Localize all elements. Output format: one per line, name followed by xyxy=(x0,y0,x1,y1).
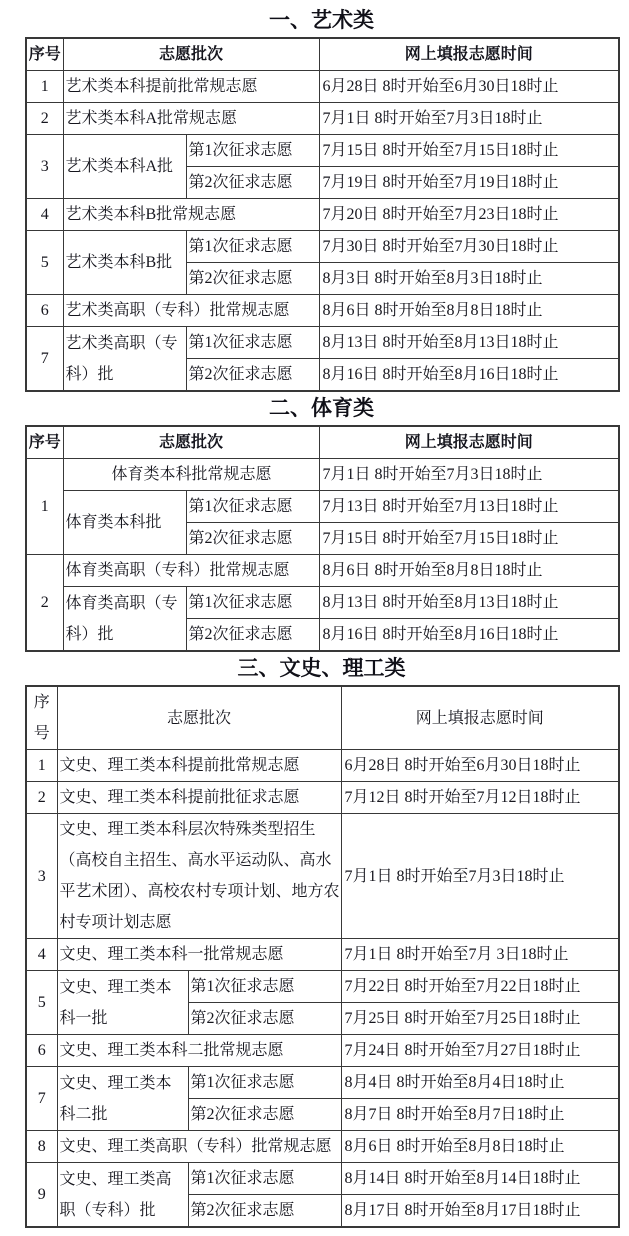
seq-cell: 7 xyxy=(26,327,63,392)
table-row xyxy=(26,814,619,939)
col-header-seq: 序号 xyxy=(26,38,63,71)
col-header-batch: 志愿批次 xyxy=(63,38,319,71)
sub-batch-cell: 第1次征求志愿 xyxy=(186,231,319,263)
time-cell: 8月6日 8时开始至8月8日18时止 xyxy=(319,295,619,327)
seq-cell: 4 xyxy=(26,199,63,231)
seq-cell: 1 xyxy=(26,71,63,103)
sub-batch-cell: 第1次征求志愿 xyxy=(186,491,319,523)
seq-cell: 6 xyxy=(26,295,63,327)
sub-batch-cell: 第1次征求志愿 xyxy=(188,1163,341,1195)
col-header-batch: 志愿批次 xyxy=(57,686,341,750)
time-cell: 8月6日 8时开始至8月8日18时止 xyxy=(341,1131,619,1163)
time-cell: 7月25日 8时开始至7月25日18时止 xyxy=(341,1003,619,1035)
time-cell: 7月1日 8时开始至7月3日18时止 xyxy=(341,814,619,939)
table-row xyxy=(26,939,619,971)
section-title-liberal: 三、文史、理工类 xyxy=(237,656,406,680)
batch-cell: 艺术类本科B批常规志愿 xyxy=(63,199,319,231)
batch-group-cell: 文史、理工类本科一批 xyxy=(57,971,188,1035)
seq-cell: 3 xyxy=(26,135,63,199)
batch-cell: 文史、理工类本科一批常规志愿 xyxy=(57,939,341,971)
seq-cell: 1 xyxy=(26,750,57,782)
table-row xyxy=(26,782,619,814)
table-row xyxy=(26,71,619,103)
liberal-table xyxy=(25,685,620,1228)
sub-batch-cell: 第2次征求志愿 xyxy=(188,1099,341,1131)
time-cell: 8月16日 8时开始至8月16日18时止 xyxy=(319,619,619,652)
batch-cell: 艺术类高职（专科）批常规志愿 xyxy=(63,295,319,327)
seq-cell: 2 xyxy=(26,555,63,652)
time-cell: 7月24日 8时开始至7月27日18时止 xyxy=(341,1035,619,1067)
sports-table xyxy=(25,425,620,652)
seq-cell: 2 xyxy=(26,782,57,814)
time-cell: 8月3日 8时开始至8月3日18时止 xyxy=(319,263,619,295)
batch-cell: 文史、理工类本科层次特殊类型招生（高校自主招生、高水平运动队、高水平艺术团）、高校农村专项计划、地方农村专项计划志愿 xyxy=(57,814,341,939)
batch-cell: 艺术类本科A批常规志愿 xyxy=(63,103,319,135)
time-cell: 8月13日 8时开始至8月13日18时止 xyxy=(319,327,619,359)
time-cell: 7月19日 8时开始至7月19日18时止 xyxy=(319,167,619,199)
batch-cell: 文史、理工类本科提前批常规志愿 xyxy=(57,750,341,782)
table-row xyxy=(26,1131,619,1163)
time-cell: 7月15日 8时开始至7月15日18时止 xyxy=(319,135,619,167)
batch-cell: 艺术类本科提前批常规志愿 xyxy=(63,71,319,103)
section-title-art: 一、艺术类 xyxy=(269,8,374,32)
time-cell: 8月4日 8时开始至8月4日18时止 xyxy=(341,1067,619,1099)
liberal-header-row xyxy=(26,686,619,750)
seq-cell: 4 xyxy=(26,939,57,971)
table-row xyxy=(26,555,619,587)
batch-cell: 文史、理工类本科提前批征求志愿 xyxy=(57,782,341,814)
sub-batch-cell: 第2次征求志愿 xyxy=(188,1195,341,1228)
sub-batch-cell: 第2次征求志愿 xyxy=(186,263,319,295)
time-cell: 7月13日 8时开始至7月13日18时止 xyxy=(319,491,619,523)
seq-cell: 3 xyxy=(26,814,57,939)
col-header-time: 网上填报志愿时间 xyxy=(341,686,619,750)
table-row xyxy=(26,459,619,491)
sub-batch-cell: 第1次征求志愿 xyxy=(188,1067,341,1099)
seq-cell: 9 xyxy=(26,1163,57,1228)
sub-batch-cell: 第1次征求志愿 xyxy=(186,135,319,167)
table-row xyxy=(26,199,619,231)
seq-cell: 5 xyxy=(26,971,57,1035)
batch-group-cell: 艺术类高职（专科）批 xyxy=(63,327,186,392)
table-row xyxy=(26,587,619,619)
sub-batch-cell: 第2次征求志愿 xyxy=(186,167,319,199)
col-header-time: 网上填报志愿时间 xyxy=(319,38,619,71)
time-cell: 8月6日 8时开始至8月8日18时止 xyxy=(319,555,619,587)
time-cell: 8月7日 8时开始至8月7日18时止 xyxy=(341,1099,619,1131)
time-cell: 6月28日 8时开始至6月30日18时止 xyxy=(319,71,619,103)
sub-batch-cell: 第2次征求志愿 xyxy=(186,619,319,652)
table-row xyxy=(26,1163,619,1195)
sports-header-row xyxy=(26,426,619,459)
time-cell: 7月1日 8时开始至7月3日18时止 xyxy=(319,103,619,135)
batch-group-cell: 艺术类本科A批 xyxy=(63,135,186,199)
table-row xyxy=(26,103,619,135)
batch-group-cell: 体育类本科批 xyxy=(63,491,186,555)
table-row xyxy=(26,750,619,782)
time-cell: 7月20日 8时开始至7月23日18时止 xyxy=(319,199,619,231)
seq-cell: 6 xyxy=(26,1035,57,1067)
time-cell: 8月14日 8时开始至8月14日18时止 xyxy=(341,1163,619,1195)
col-header-batch: 志愿批次 xyxy=(63,426,319,459)
batch-group-cell: 艺术类本科B批 xyxy=(63,231,186,295)
batch-group-cell: 体育类高职（专科）批 xyxy=(63,587,186,652)
batch-cell: 文史、理工类高职（专科）批常规志愿 xyxy=(57,1131,341,1163)
seq-cell: 8 xyxy=(26,1131,57,1163)
sub-batch-cell: 第1次征求志愿 xyxy=(186,587,319,619)
time-cell: 7月1日 8时开始至7月 3日18时止 xyxy=(341,939,619,971)
col-header-seq: 序号 xyxy=(26,686,57,750)
time-cell: 7月12日 8时开始至7月12日18时止 xyxy=(341,782,619,814)
seq-cell: 7 xyxy=(26,1067,57,1131)
time-cell: 7月22日 8时开始至7月22日18时止 xyxy=(341,971,619,1003)
table-row xyxy=(26,491,619,523)
time-cell: 7月30日 8时开始至7月30日18时止 xyxy=(319,231,619,263)
sub-batch-cell: 第2次征求志愿 xyxy=(186,359,319,392)
table-row xyxy=(26,1035,619,1067)
table-row xyxy=(26,295,619,327)
col-header-time: 网上填报志愿时间 xyxy=(319,426,619,459)
sub-batch-cell: 第1次征求志愿 xyxy=(186,327,319,359)
seq-cell: 1 xyxy=(26,459,63,555)
sub-batch-cell: 第1次征求志愿 xyxy=(188,971,341,1003)
table-row xyxy=(26,971,619,1003)
col-header-seq: 序号 xyxy=(26,426,63,459)
art-header-row xyxy=(26,38,619,71)
table-row xyxy=(26,1067,619,1099)
batch-group-cell: 文史、理工类高职（专科）批 xyxy=(57,1163,188,1228)
time-cell: 8月17日 8时开始至8月17日18时止 xyxy=(341,1195,619,1228)
time-cell: 6月28日 8时开始至6月30日18时止 xyxy=(341,750,619,782)
sub-batch-cell: 第2次征求志愿 xyxy=(186,523,319,555)
batch-group-cell: 文史、理工类本科二批 xyxy=(57,1067,188,1131)
section-title-sports: 二、体育类 xyxy=(269,396,374,420)
batch-cell: 体育类高职（专科）批常规志愿 xyxy=(63,555,319,587)
time-cell: 7月1日 8时开始至7月3日18时止 xyxy=(319,459,619,491)
time-cell: 8月13日 8时开始至8月13日18时止 xyxy=(319,587,619,619)
table-row xyxy=(26,327,619,359)
sub-batch-cell: 第2次征求志愿 xyxy=(188,1003,341,1035)
time-cell: 8月16日 8时开始至8月16日18时止 xyxy=(319,359,619,392)
table-row xyxy=(26,135,619,167)
table-row xyxy=(26,231,619,263)
time-cell: 7月15日 8时开始至7月15日18时止 xyxy=(319,523,619,555)
batch-cell: 文史、理工类本科二批常规志愿 xyxy=(57,1035,341,1067)
seq-cell: 5 xyxy=(26,231,63,295)
seq-cell: 2 xyxy=(26,103,63,135)
batch-cell: 体育类本科批常规志愿 xyxy=(63,459,319,491)
art-table xyxy=(25,37,620,392)
